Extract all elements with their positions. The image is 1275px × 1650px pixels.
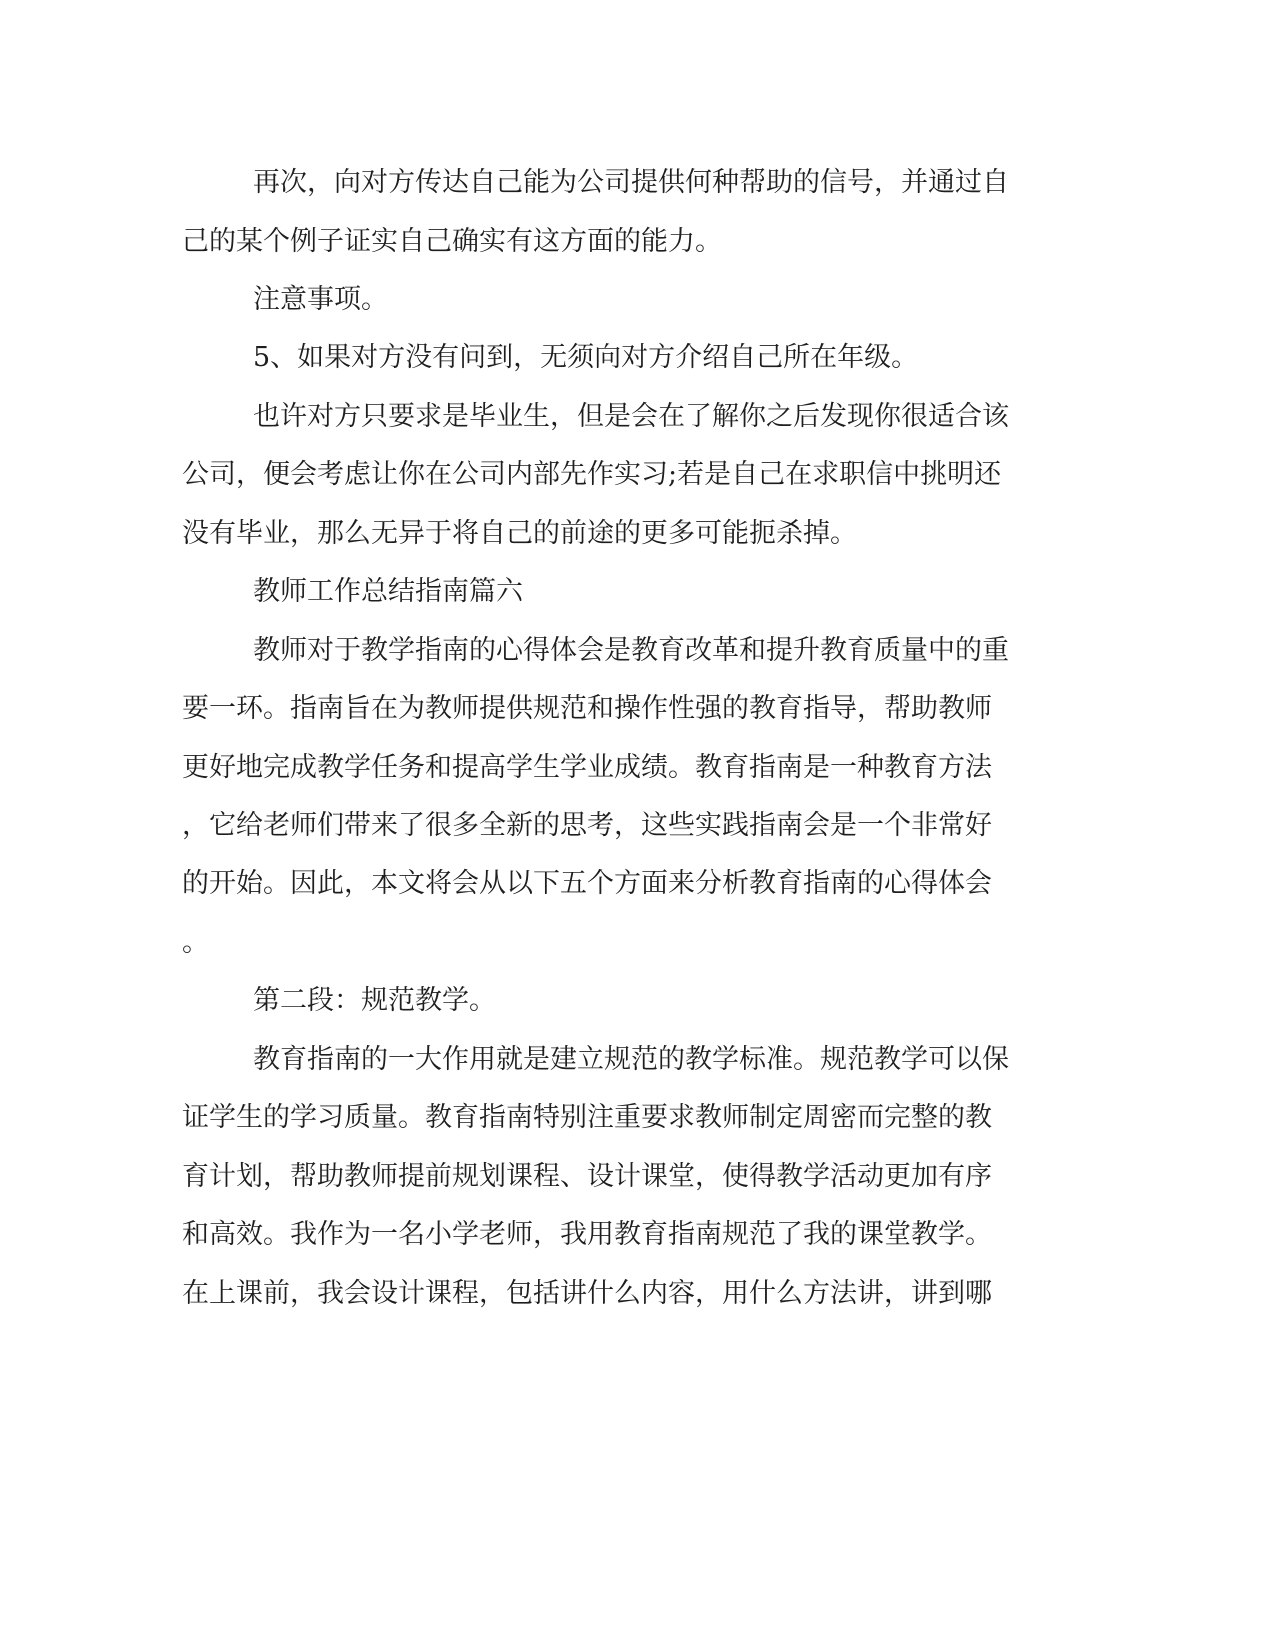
paragraph-line: 要一环。指南旨在为教师提供规范和操作性强的教育指导，帮助教师 (182, 693, 992, 724)
paragraph-line: 证学生的学习质量。教育指南特别注重要求教师制定周密而完整的教 (182, 1102, 992, 1133)
paragraph-line: 。 (182, 927, 209, 958)
paragraph-line: 育计划，帮助教师提前规划课程、设计课堂，使得教学活动更加有序 (182, 1161, 992, 1192)
paragraph-line: 己的某个例子证实自己确实有这方面的能力。 (182, 226, 722, 257)
paragraph-line: 和高效。我作为一名小学老师，我用教育指南规范了我的课堂教学。 (182, 1219, 992, 1250)
paragraph-line: 的开始。因此，本文将会从以下五个方面来分析教育指南的心得体会 (182, 868, 992, 899)
section-heading: 第二段：规范教学。 (253, 985, 496, 1016)
paragraph-line: 再次，向对方传达自己能为公司提供何种帮助的信号，并通过自 (253, 167, 1009, 198)
paragraph-line: 公司，便会考虑让你在公司内部先作实习;若是自己在求职信中挑明还 (182, 459, 1002, 490)
paragraph-line: 没有毕业，那么无异于将自己的前途的更多可能扼杀掉。 (182, 518, 857, 549)
paragraph-line: ，它给老师们带来了很多全新的思考，这些实践指南会是一个非常好 (182, 810, 992, 841)
paragraph-line: 注意事项。 (253, 284, 388, 315)
paragraph-line: 5、如果对方没有问到，无须向对方介绍自己所在年级。 (253, 342, 919, 373)
section-heading: 教师工作总结指南篇六 (253, 576, 523, 607)
paragraph-line: 教育指南的一大作用就是建立规范的教学标准。规范教学可以保 (253, 1044, 1009, 1075)
paragraph-line: 教师对于教学指南的心得体会是教育改革和提升教育质量中的重 (253, 635, 1009, 666)
paragraph-line: 也许对方只要求是毕业生，但是会在了解你之后发现你很适合该 (253, 401, 1009, 432)
paragraph-line: 在上课前，我会设计课程，包括讲什么内容，用什么方法讲，讲到哪 (182, 1278, 992, 1309)
paragraph-line: 更好地完成教学任务和提高学生学业成绩。教育指南是一种教育方法 (182, 752, 992, 783)
